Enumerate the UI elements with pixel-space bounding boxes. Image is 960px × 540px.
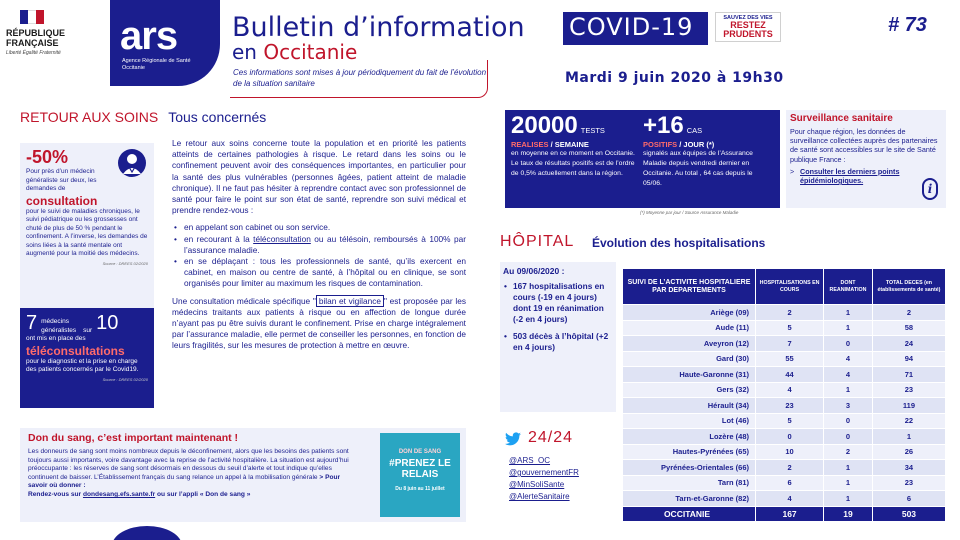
table-row: [623, 398, 946, 414]
drop-text1: Pour près d’un médecin généraliste sur deux, les demandes de: [26, 168, 97, 192]
rf-line1: RÉPUBLIQUE: [6, 28, 66, 38]
cell-hosp: 5: [756, 320, 824, 336]
tests-text: en moyenne en ce moment en Occitanie. Le taux de résultats positifs est de l’ordre de 0,5% actuellement dans la région.: [511, 150, 635, 177]
hospital-table: [622, 268, 946, 522]
p2-pre: Une consultation médicale spécifique ": [172, 295, 316, 306]
b2-pre: en recourant à la: [184, 233, 254, 244]
table-body: [623, 305, 946, 522]
drop-text2: pour le suivi de maladies chroniques, le suivi pédiatrique ou les grossesses ont chuté de plus de 50 % pendant le confinement. A l’inverse, les demandes de soins liées à la santé mentale ont augmenté pour la moitié des médecins.: [26, 207, 148, 257]
restez-line1: SAUVEZ DES VIES: [723, 15, 773, 21]
bulletin-number: # 73: [888, 14, 927, 36]
cell-rea: 4: [824, 367, 873, 383]
cell-dept: Tarn (81): [623, 475, 756, 491]
total-label: OCCITANIE: [623, 506, 756, 522]
consultation-drop-card: [20, 143, 154, 308]
ratio-sur: sur: [83, 326, 93, 334]
restez-line2: RESTEZ: [730, 20, 766, 30]
efs-link[interactable]: dondesang.efs.sante.fr: [82, 490, 156, 498]
header-rea: DONT REANIMATION: [824, 269, 873, 305]
cell-hosp: 7: [756, 336, 824, 352]
teleconsultation-link[interactable]: téléconsultation: [253, 233, 311, 244]
cell-dept: Ariège (09): [623, 305, 756, 321]
bulletin-title: Bulletin d’information: [232, 12, 525, 43]
cell-hosp: 10: [756, 444, 824, 460]
cell-deces: 119: [872, 398, 945, 414]
cell-hosp: 4: [756, 491, 824, 507]
cell-hosp: 44: [756, 367, 824, 383]
cell-rea: 1: [824, 491, 873, 507]
blood-donation-poster: [380, 433, 460, 517]
cell-rea: 1: [824, 460, 873, 476]
table-row: [623, 336, 946, 352]
cell-dept: Tarn-et-Garonne (82): [623, 491, 756, 507]
ars-sub2: Occitanie: [122, 65, 145, 71]
cases-text: signalés aux équipes de l’Assurance Maladie depuis vendredi dernier en Occitanie. Au total , 64 cas depuis le 05/06.: [643, 150, 753, 187]
table-row: [623, 444, 946, 460]
main-article: [172, 138, 466, 358]
info-icon: i: [922, 178, 938, 200]
cell-hosp: 6: [756, 475, 824, 491]
cell-deces: 2: [872, 305, 945, 321]
cell-deces: 23: [872, 382, 945, 398]
table-row: [623, 320, 946, 336]
republique-francaise-logo: [6, 10, 110, 84]
hospital-title: HÔPITAL: [500, 233, 575, 250]
twitter-handle-gouv[interactable]: @gouvernementFR: [509, 468, 579, 477]
hospital-summary: [500, 262, 616, 412]
bullet-call: • en appelant son cabinet ou son service.: [172, 222, 466, 233]
tests-unit: TESTS: [580, 126, 605, 135]
poster-line1: DON DE SANG: [398, 449, 442, 455]
p2-post: " est proposée par les médecins traitants aux patients à risque ou en affection de longue durée n’ayant pas pu être suivis durant le confinement. Prise en charge intégralement par l’assurance maladie, elle permet de conseiller les personnes, en fonction de leurs fragilités, sur les mesures de protection à mettre en œuvre.: [172, 295, 466, 351]
drop-source: Source : DREES 02/2020: [102, 260, 148, 266]
tests-value: 20000: [511, 112, 578, 139]
twitter-handle-alerte[interactable]: @AlerteSanitaire: [509, 492, 570, 501]
twitter-handles: [509, 455, 579, 503]
table-row: [623, 351, 946, 367]
cell-deces: 58: [872, 320, 945, 336]
total-rea: 19: [824, 506, 873, 522]
teleconsultation-card: [20, 308, 154, 408]
cell-dept: Hautes-Pyrénées (65): [623, 444, 756, 460]
table-row: [623, 429, 946, 445]
don-body: Les donneurs de sang sont moins nombreux depuis le déconfinement, alors que les besoins des patients sont toujours aussi importants, voire davantage avec la reprise de l’activité hospitalière. La situation est aujourd’hui préoccupante : les réserves de sang sont désormais en dessous du seuil d’alerte et tout indique qu’elles continuent de baisser. L’Établissement français du sang relance un appel à la mobilisation générale: [28, 448, 349, 481]
cell-dept: Lot (46): [623, 413, 756, 429]
drop-highlight: consultation: [26, 193, 98, 208]
ratio-num1: 7: [26, 312, 38, 334]
total-hosp: 167: [756, 506, 824, 522]
cell-rea: 1: [824, 475, 873, 491]
bullet-teleconsult: [172, 234, 466, 256]
header-deces: TOTAL DECES (en établissements de santé): [872, 269, 945, 305]
region-name: Occitanie: [263, 40, 358, 64]
hospital-item-hospitalisations: • 167 hospitalisations en cours (-19 en 4 jours) dont 19 en réanimation (-2 en 4 jours): [503, 281, 613, 325]
cell-dept: Hérault (34): [623, 398, 756, 414]
rf-line2: FRANÇAISE: [6, 38, 59, 48]
table-row: [623, 491, 946, 507]
cell-hosp: 4: [756, 382, 824, 398]
table-row: [623, 382, 946, 398]
ars-sub1: Agence Régionale de Santé: [122, 58, 191, 64]
cell-rea: 1: [824, 320, 873, 336]
twitter-handle-ars[interactable]: @ARS_OC: [509, 456, 551, 465]
ratio-highlight: téléconsultations: [26, 343, 125, 358]
cell-deces: 24: [872, 336, 945, 352]
cases-label: [643, 140, 773, 149]
table-row: [623, 460, 946, 476]
main-paragraph-2: [172, 296, 466, 352]
section-title-text: RETOUR AUX SOINS: [20, 109, 159, 125]
surveillance-link-row: [790, 167, 908, 185]
table-row: [623, 305, 946, 321]
header-dept: SUIVI DE L’ACTIVITE HOSPITALIERE PAR DEPARTEMENTS: [623, 269, 756, 305]
cell-dept: Gers (32): [623, 382, 756, 398]
bullet-visit: • en se déplaçant : tous les professionnels de santé, qu’ils exercent en cabinet, en maison ou centre de santé, à l’hôpital ou en clinique, se sont organisés pour limiter au maximum les risques de contamination.: [172, 256, 466, 290]
region-line: [232, 40, 357, 64]
main-paragraph-1: Le retour aux soins concerne toute la population et en priorité les patients atteints de certaines pathologies à risque. Le retard dans les soins ou le confinement peuvent avoir des conséquences importantes, en particulier pour la santé des plus vulnérables (personnes âgées, patient atteint de maladie chronique). Il ne faut pas hésiter à reprendre contact avec son professionnel de santé pour faire le point sur son état de santé, reprendre son suivi médical et prendre rendez-vous :: [172, 138, 466, 216]
update-note: Ces informations sont mises à jour périodiquement du fait de l’évolution de la situation sanitaire: [233, 68, 487, 88]
cell-hosp: 2: [756, 460, 824, 476]
cell-rea: 2: [824, 444, 873, 460]
table-header-row: [623, 269, 946, 305]
hospital-item-deaths: • 503 décès à l’hôpital (+2 en 4 jours): [503, 331, 613, 353]
cases-value: +16: [643, 112, 684, 139]
ars-subtitle: [122, 58, 191, 72]
tests-label: [511, 140, 641, 149]
decorative-circle: [112, 526, 182, 540]
cell-deces: 26: [872, 444, 945, 460]
french-flag-icon: [20, 10, 44, 24]
poster-line2: #PRENEZ LE RELAIS: [389, 458, 451, 480]
surveillance-link[interactable]: Consulter les derniers points épidémiologiques.: [800, 166, 900, 186]
cell-hosp: 23: [756, 398, 824, 414]
cell-rea: 1: [824, 305, 873, 321]
cell-deces: 23: [872, 475, 945, 491]
tests-stat: [511, 112, 641, 179]
tests-label-red: REALISES: [511, 140, 549, 149]
cell-hosp: 0: [756, 429, 824, 445]
cell-deces: 71: [872, 367, 945, 383]
poster-line3: Du 8 juin au 11 juillet: [395, 486, 445, 492]
ratio-text1: médecins généralistes: [41, 318, 77, 334]
ratio-row: [26, 312, 148, 335]
table-total-row: [623, 506, 946, 522]
doctor-icon: [118, 149, 146, 177]
cell-hosp: 5: [756, 413, 824, 429]
cell-dept: Lozère (48): [623, 429, 756, 445]
don-rdv-post: ou sur l’appli « Don de sang »: [155, 490, 251, 498]
blood-donation-card: [20, 428, 466, 522]
twitter-handle-minsoli[interactable]: @MinSoliSante: [509, 480, 565, 489]
cell-dept: Haute-Garonne (31): [623, 367, 756, 383]
cases-stat: [643, 112, 773, 189]
section-title: [20, 109, 266, 125]
cases-unit: CAS: [686, 126, 703, 135]
cell-rea: 4: [824, 351, 873, 367]
cell-deces: 6: [872, 491, 945, 507]
b2-post: ou au télésoin, remboursés à 100% par l’assurance maladie.: [184, 233, 466, 255]
surveillance-text: Pour chaque région, les données de surveillance collectées auprès des partenaires de santé sont accessibles sur le site de Santé publique France :: [790, 127, 938, 164]
surveillance-box: [786, 110, 946, 208]
cell-rea: 0: [824, 429, 873, 445]
drop-value: -50%: [26, 147, 69, 167]
tests-label-rest: / SEMAINE: [548, 140, 589, 149]
restez-prudents-logo: [715, 12, 781, 42]
don-rdv-pre: Rendez-vous sur: [28, 490, 83, 498]
don-more: > Pour savoir où donner :: [28, 473, 341, 490]
cell-deces: 34: [872, 460, 945, 476]
blood-donation-title: Don du sang, c’est important maintenant !: [28, 432, 239, 444]
cases-label-rest: / JOUR (*): [677, 140, 715, 149]
surveillance-title: Surveillance sanitaire: [790, 113, 893, 124]
table-row: [623, 367, 946, 383]
cell-deces: 1: [872, 429, 945, 445]
total-deces: 503: [872, 506, 945, 522]
ratio-num2: 10: [96, 312, 119, 334]
restez-line3: PRUDENTS: [723, 29, 773, 39]
main-bullets: [172, 222, 466, 289]
cases-label-red: POSITIFS: [643, 140, 678, 149]
section-subtitle: Tous concernés: [168, 109, 267, 125]
cell-dept: Aveyron (12): [623, 336, 756, 352]
cell-rea: 0: [824, 336, 873, 352]
ratio-source: Source : DREES 02/2020: [102, 376, 148, 382]
cell-hosp: 55: [756, 351, 824, 367]
ars-logo: [110, 0, 220, 86]
cell-rea: 1: [824, 382, 873, 398]
blood-donation-text: [28, 448, 358, 500]
header-hosp: HOSPITALISATIONS EN COURS: [756, 269, 824, 305]
hospital-date: Au 09/06/2020 :: [503, 266, 565, 276]
ars-word: ars: [120, 14, 178, 58]
ratio-text2: ont mis en place des: [26, 335, 86, 342]
hospital-subtitle: Évolution des hospitalisations: [592, 236, 766, 250]
cell-dept: Gard (30): [623, 351, 756, 367]
cell-dept: Aude (11): [623, 320, 756, 336]
bulletin-date: Mardi 9 juin 2020 à 19h30: [565, 70, 784, 86]
cell-rea: 0: [824, 413, 873, 429]
table-row: [623, 413, 946, 429]
table-row: [623, 475, 946, 491]
cell-deces: 94: [872, 351, 945, 367]
ratio-text3: pour le diagnostic et la prise en charge des patients concernés par le Covid19.: [26, 357, 139, 373]
key-stats-box: [505, 110, 780, 208]
cell-rea: 3: [824, 398, 873, 414]
cell-dept: Pyrénées-Orientales (66): [623, 460, 756, 476]
twitter-icon: [505, 432, 521, 446]
rf-motto: Liberté Égalité Fraternité: [6, 50, 61, 56]
covid-badge: COVID-19: [563, 12, 708, 45]
stats-footnote: (*) Moyenne par jour / Source Assurance Maladie: [640, 210, 739, 215]
cell-deces: 22: [872, 413, 945, 429]
bilan-vigilance-box: bilan et vigilance: [316, 295, 384, 307]
region-prefix: en: [232, 40, 264, 64]
twitter-title: 24/24: [528, 429, 574, 446]
cell-hosp: 2: [756, 305, 824, 321]
